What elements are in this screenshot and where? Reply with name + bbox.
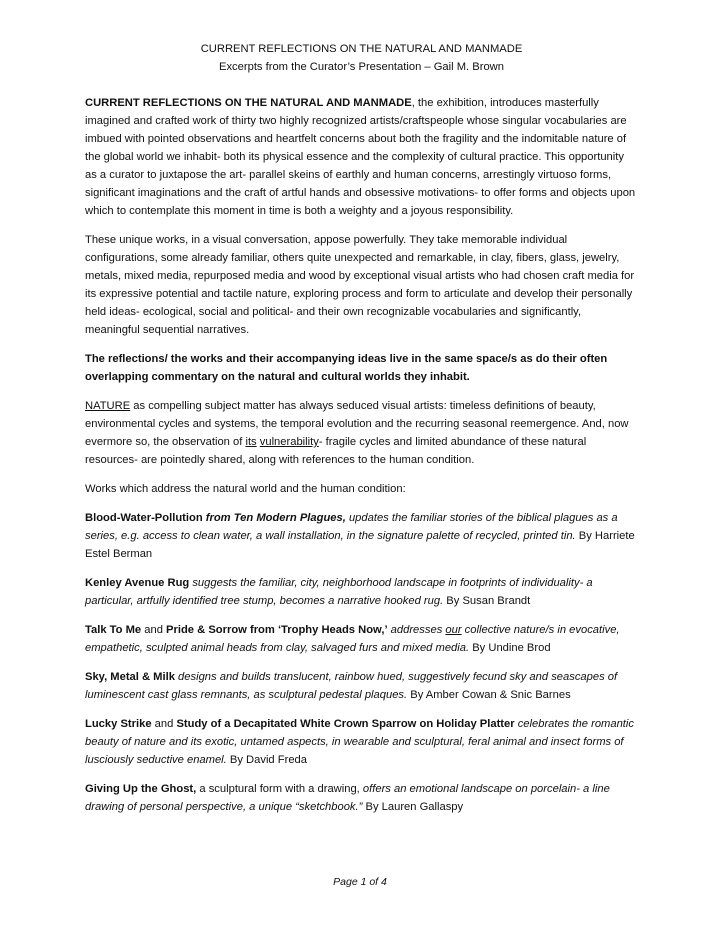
- work-title: Study of a Decapitated White Crown Sparrow on Holiday Platter: [176, 718, 515, 730]
- work-description-emphasis: our: [445, 624, 462, 636]
- work-description: collective nature/s in evocative, empathetic, sculpted animal heads from clay, salvaged furs and mixed media.: [85, 624, 620, 654]
- work-entry: [85, 509, 638, 563]
- intro-paragraph-1-text: , the exhibition, introduces masterfully imagined and crafted work of thirty two highly recognized artists/craftspeople whose singular vocabularies are imbued with pointed observations and heartfelt concerns about both the fragility and the indomitable nature of the global world we inhabit- both its physical essence and the complexity of cultural practice. This opportunity as a curator to juxtapose the art- parallel skeins of earthly and human concerns, arrestingly virtuoso forms, significant imaginations and the craft of artful hands and obsessive motivations- to offer forms and objects upon which to contemplate this moment in time is both a weighty and a joyous responsibility.: [85, 97, 636, 217]
- work-title: Kenley Avenue Rug: [85, 577, 190, 589]
- intro-paragraph-1: [85, 94, 638, 220]
- work-entry: [85, 668, 638, 704]
- document-body: [85, 94, 638, 816]
- work-byline: By Undine Brod: [469, 642, 551, 654]
- work-title: Giving Up the Ghost,: [85, 783, 197, 795]
- work-plain-text: a sculptural form with a drawing,: [196, 783, 363, 795]
- work-description: celebrates the romantic beauty of nature and its exotic, untamed aspects, in wearable and sculptural, feral animal and insect forms of lusciously seductive enamel.: [85, 718, 634, 766]
- work-title: Lucky Strike: [85, 718, 152, 730]
- nature-paragraph: [85, 397, 638, 469]
- works-heading: Works which address the natural world and the human condition:: [85, 483, 406, 495]
- work-byline: By Lauren Gallaspy: [362, 801, 464, 813]
- nature-text-b: - fragile cycles and limited abundance of these natural resources- are pointedly shared, along with references to the human condition.: [85, 436, 587, 466]
- document-title: CURRENT REFLECTIONS ON THE NATURAL AND MANMADE: [200, 43, 523, 55]
- work-title: Talk To Me: [85, 624, 142, 636]
- nature-text-a: as compelling subject matter has always seduced visual artists: timeless definitions of beauty, environmental cycles and systems, the temporal evolution and the recurring seasonal reemergence. And, now evermore so, the observation of: [85, 400, 629, 448]
- work-description: suggests the familiar, city, neighborhood landscape in footprints of individuality- a particular, artfully identified tree stump, becomes a narrative hooked rug.: [85, 577, 593, 607]
- nature-lead: NATURE: [85, 400, 131, 412]
- work-and: and: [141, 624, 167, 636]
- work-and: and: [151, 718, 177, 730]
- work-entry: [85, 780, 638, 816]
- work-entry: [85, 621, 638, 657]
- work-byline: By Susan Brandt: [443, 595, 531, 607]
- work-byline: By Harriete Estel Berman: [85, 530, 635, 560]
- work-entry: [85, 715, 638, 769]
- nature-its: its: [245, 436, 257, 448]
- work-description: updates the familiar stories of the biblical plagues as a series, e.g. access to clean water, a wall installation, in the signature palette of recycled, printed tin.: [85, 512, 618, 542]
- work-title: Sky, Metal & Milk: [85, 671, 175, 683]
- document-subtitle: Excerpts from the Curator’s Presentation – Gail M. Brown: [219, 61, 504, 73]
- nature-vulnerability: vulnerability: [259, 436, 319, 448]
- intro-paragraph-3: The reflections/ the works and their accompanying ideas live in the same space/s as do their often overlapping commentary on the natural and cultural worlds they inhabit.: [85, 353, 608, 383]
- work-description: addresses: [387, 624, 446, 636]
- work-byline: By David Freda: [226, 754, 307, 766]
- work-title: Blood-Water-Pollution: [85, 512, 203, 524]
- work-series: from Ten Modern Plagues,: [202, 512, 346, 524]
- work-entry: [85, 574, 638, 610]
- exhibition-title-lead: CURRENT REFLECTIONS ON THE NATURAL AND MANMADE: [85, 97, 412, 109]
- work-byline: By Amber Cowan & Snic Barnes: [407, 689, 571, 701]
- page-number: Page 1 of 4: [333, 876, 387, 888]
- work-description: offers an emotional landscape on porcelain- a line drawing of personal perspective, a unique “sketchbook.”: [85, 783, 610, 813]
- work-title: Pride & Sorrow from ‘Trophy Heads Now,’: [166, 624, 388, 636]
- document-header: [85, 40, 638, 76]
- work-description: designs and builds translucent, rainbow hued, suggestively fecund sky and seascapes of luminescent cast glass remnants, as sculptural pedestal plaques.: [85, 671, 618, 701]
- intro-paragraph-2: These unique works, in a visual conversation, appose powerfully. They take memorable individual configurations, some already familiar, others quite unexpected and remarkable, in clay, fibers, glass, jewelry, metals, mixed media, repurposed media and wood by exceptional visual artists who had chosen craft media for its expressive potential and tactile nature, exploring process and form to articulate and develop their personally held ideas- ecological, social and political- and their own recognizable vocabularies and significantly, meaningful sequential narratives.: [85, 234, 635, 336]
